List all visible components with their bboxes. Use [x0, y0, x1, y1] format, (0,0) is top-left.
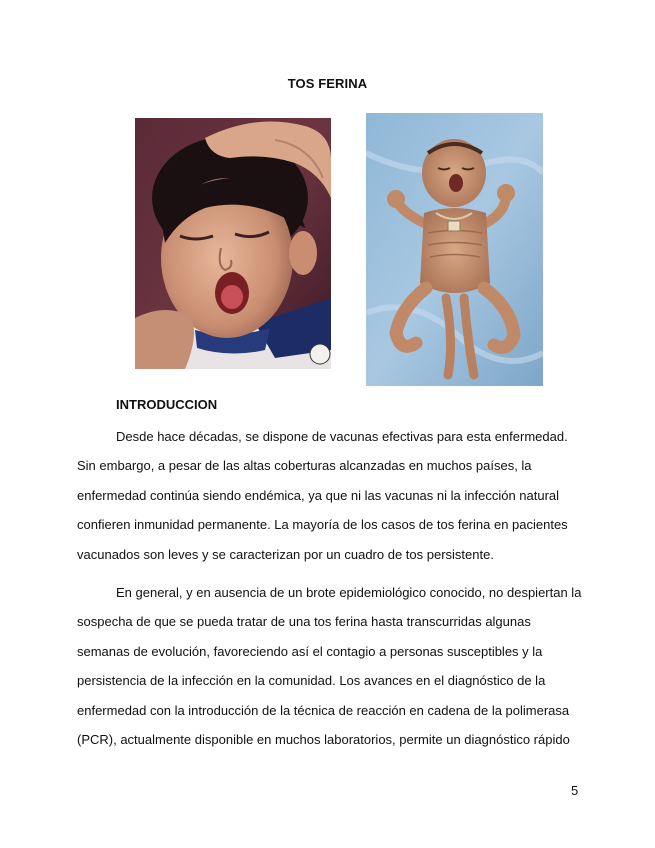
- infant-emaciated-photo: [366, 113, 543, 386]
- paragraph: Desde hace décadas, se dispone de vacunas efectivas para esta enfermedad. Sin embargo, a pesar de las altas coberturas alcanzadas en muchos países, la enfermedad continúa siendo endémica, ya que ni las vacunas ni la infección natural confieren inmunidad permanente. La mayoría de los casos de tos ferina en pacientes vacunados son leves y se caracterizan por un cuadro de tos persistente.: [77, 429, 568, 562]
- page-number: 5: [571, 783, 579, 798]
- section-heading: INTRODUCCION: [116, 397, 218, 412]
- paragraph: En general, y en ausencia de un brote epidemiológico conocido, no despiertan la sospecha de que se pueda tratar de una tos ferina hasta transcurridas algunas semanas de evolución, favoreciendo así el contagio a personas susceptibles y la persistencia de la infección en la comunidad. Los avances en el diagnóstico de la enfermedad con la introducción de la técnica de reacción en cadena de la polimerasa (PCR), actualmente disponible en muchos laboratorios, permite un diagnóstico rápido: [77, 585, 582, 748]
- page-title: TOS FERINA: [287, 76, 368, 91]
- child-coughing-photo: [135, 118, 331, 369]
